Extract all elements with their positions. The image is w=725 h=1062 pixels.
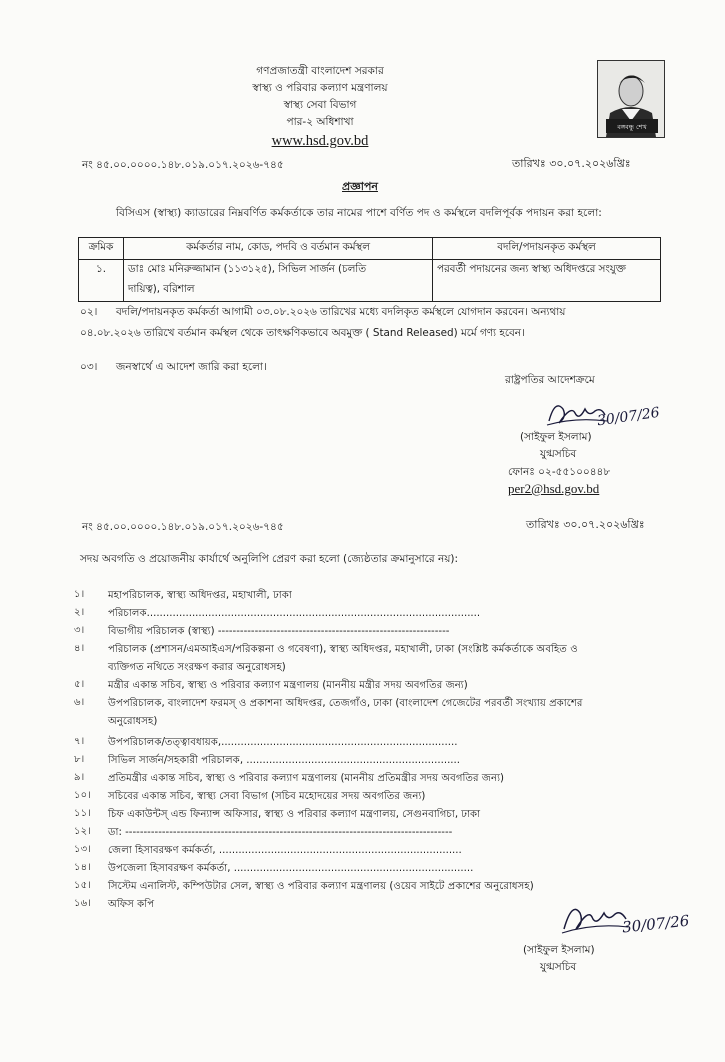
- list-item-number: ৪।: [74, 643, 85, 654]
- list-item-number: ৮।: [74, 754, 85, 765]
- memo-title: প্রজ্ঞাপন: [342, 180, 378, 193]
- para-2-line-2: ০৪.০৮.২০২৬ তারিখে বর্তমান কর্মস্থল থেকে তাৎক্ষণিকভাবে অবমুক্ত ( Stand Released) মর্মে গণ্য হবেন।: [80, 327, 525, 339]
- para-3-number: ০৩।: [80, 361, 98, 373]
- signature-1-date: 30/07/26: [596, 404, 661, 430]
- list-item-text: মহাপরিচালক, স্বাস্থ্য অধিদপ্তর, মহাখালী, ঢাকা: [108, 590, 292, 601]
- serial-text: ১.: [96, 263, 106, 275]
- list-item-number: ১২।: [74, 826, 91, 837]
- list-item-text: মন্ত্রীর একান্ত সচিব, স্বাস্থ্য ও পরিবার কল্যাণ মন্ত্রণালয় (মাননীয় মন্ত্রীর সদয় অবগতির জন্য): [108, 680, 468, 691]
- copy-intro: সদয় অবগতি ও প্রয়োজনীয় কার্যার্থে অনুলিপি প্রেরণ করা হলো (জ্যেষ্ঠতার ক্রমানুসারে নয়):: [80, 553, 459, 565]
- allocation-table: [78, 237, 661, 302]
- list-item-text: সিভিল সার্জন/সহকারী পরিচালক, ..................................................................: [108, 755, 461, 766]
- list-item-text: ডা: -----------------------------------------------------------------------------------------: [108, 827, 453, 838]
- officer-line-1: ডাঃ মোঃ মনিরুজ্জামান (১১৩১২৫), সিভিল সার্জন (চলতি: [128, 263, 366, 275]
- list-item-number: ১।: [74, 589, 85, 600]
- list-item-number: ৯।: [74, 772, 85, 783]
- list-item-text: ব্যক্তিগত নথিতে সংরক্ষণ করার অনুরোধসহ): [108, 662, 286, 673]
- memo-number: নং ৪৫.০০.০০০০.১৪৮.০১৯.০১৭.২০২৬-৭৪৫: [82, 159, 284, 171]
- table-header-row: [79, 238, 661, 260]
- list-item-number: ২।: [74, 607, 85, 618]
- header-section: পার-২ অধিশাখা: [286, 116, 354, 128]
- list-item-number: ৭।: [74, 736, 85, 747]
- signatory-1-phone: ফোনঃ ০২-৫৫১০০৪৪৮: [508, 466, 611, 478]
- portrait-caption: বঙ্গবন্ধু শেখ: [617, 123, 647, 131]
- list-item-text: উপপরিচালক/তত্ত্বাবধায়ক,.........................................................................: [108, 737, 458, 748]
- officer-line-2: দায়িত্ব), বরিশাল: [128, 283, 195, 295]
- list-item-text: প্রতিমন্ত্রীর একান্ত সচিব, স্বাস্থ্য ও পরিবার কল্যাণ মন্ত্রণালয় (মাননীয় প্রতিমন্ত্রীর সদয় অবগতির জন্য): [108, 773, 505, 784]
- col-posting-header: বদলি/পদায়নকৃত কর্মস্থল: [433, 238, 661, 260]
- list-item-number: ১১।: [74, 808, 91, 819]
- list-item-text: অফিস কপি: [108, 899, 155, 910]
- copy-memo-date: তারিখঃ ৩০.০৭.২০২৬খ্রিঃ: [526, 518, 645, 531]
- signatory-2-designation: যুগ্মসচিব: [540, 961, 577, 973]
- list-item-number: ১০।: [74, 790, 91, 801]
- signature-order-line: রাষ্ট্রপতির আদেশক্রমে: [505, 374, 595, 386]
- list-item-number: ৩।: [74, 625, 85, 636]
- para-2-line-1: বদলি/পদায়নকৃত কর্মকর্তা আগামী ০৩.০৮.২০২৬ তারিখের মধ্যে বদলিকৃত কর্মস্থলে যোগদান করবেন। অন্যথায়: [116, 306, 566, 318]
- list-item-text: উপপরিচালক, বাংলাদেশ ফরমস্ ও প্রকাশনা অধিদপ্তর, তেজগাঁও, ঢাকা (বাংলাদেশ গেজেটের পরবর্তী সংখ্যায় প্রকাশের: [108, 698, 583, 709]
- cell-serial: [79, 260, 124, 302]
- header-website-link[interactable]: www.hsd.gov.bd: [271, 133, 369, 149]
- cell-officer: [124, 260, 433, 302]
- list-item-text: চিফ একাউন্টস্ এন্ড ফিন্যান্স অফিসার, স্বাস্থ্য ও পরিবার কল্যাণ মন্ত্রণালয়, সেগুনবাগিচা, ঢাকা: [108, 809, 481, 820]
- copy-memo-number: নং ৪৫.০০.০০০০.১৪৮.০১৯.০১৭.২০২৬-৭৪৫: [82, 521, 284, 533]
- signatory-1-designation: যুগ্মসচিব: [540, 448, 577, 460]
- signatory-1-email-link[interactable]: per2@hsd.gov.bd: [508, 481, 600, 496]
- list-item-number: ১৫।: [74, 880, 91, 891]
- portrait-image: [597, 60, 665, 138]
- header-govt: গণপ্রজাতন্ত্রী বাংলাদেশ সরকার: [256, 65, 384, 77]
- list-item-text: সচিবের একান্ত সচিব, স্বাস্থ্য সেবা বিভাগ (সচিব মহোদয়ের সদয় অবগতির জন্য): [108, 791, 426, 802]
- list-item-text: অনুরোধসহ): [108, 716, 158, 727]
- list-item-text: পরিচালক (প্রশাসন/এমআইএস/পরিকল্পনা ও গবেষণা), স্বাস্থ্য অধিদপ্তর, মহাখালী, ঢাকা (সংশ্লিষ্ট কর্মকর্তাকে অবহিত ও: [108, 644, 578, 655]
- handwritten-signature-1: [545, 395, 665, 435]
- list-item-number: ৫।: [74, 679, 85, 690]
- memo-intro: বিসিএস (স্বাস্থ্য) ক্যাডারের নিম্নবর্ণিত কর্মকর্তাকে তার নামের পাশে বর্ণিত পদ ও কর্মস্থলে বদলিপূর্বক পদায়ন করা হলো:: [116, 207, 602, 219]
- para-2-number: ০২।: [80, 306, 98, 318]
- list-item-number: ১৬।: [74, 898, 91, 909]
- list-item-text: পরিচালক.......................................................................................................: [108, 608, 481, 619]
- list-item-text: সিস্টেম এনালিস্ট, কম্পিউটার সেল, স্বাস্থ্য ও পরিবার কল্যাণ মন্ত্রণালয় (ওয়েব সাইটে প্রকাশের অনুরোধসহ): [108, 881, 534, 892]
- list-item-number: ১৪।: [74, 862, 91, 873]
- signatory-1-name: (সাইফুল ইসলাম): [520, 431, 592, 443]
- list-item-text: বিভাগীয় পরিচালক (স্বাস্থ্য) ---------------------------------------------------------------: [108, 626, 450, 637]
- list-item-text: জেলা হিসাবরক্ষণ কর্মকর্তা, ...........................................................................: [108, 845, 462, 856]
- handwritten-signature-2: [560, 895, 700, 945]
- header-division: স্বাস্থ্য সেবা বিভাগ: [283, 99, 357, 111]
- list-item-number: ৬।: [74, 697, 85, 708]
- header-ministry: স্বাস্থ্য ও পরিবার কল্যাণ মন্ত্রণালয়: [252, 82, 388, 94]
- col-serial-header: ক্রমিক: [79, 238, 124, 260]
- signatory-2-name: (সাইফুল ইসলাম): [523, 944, 595, 956]
- table-row: [79, 260, 661, 302]
- memo-date: তারিখঃ ৩০.০৭.২০২৬খ্রিঃ: [512, 157, 631, 170]
- para-3-text: জনস্বার্থে এ আদেশ জারি করা হলো।: [116, 361, 267, 373]
- list-item-number: ১৩।: [74, 844, 91, 855]
- signature-2-date: 30/07/26: [621, 911, 691, 937]
- list-item-text: উপজেলা হিসাবরক্ষণ কর্মকর্তা, ..........................................................................: [108, 863, 474, 874]
- cell-posting: পরবর্তী পদায়নের জন্য স্বাস্থ্য অধিদপ্তরে সংযুক্ত: [433, 260, 661, 302]
- col-officer-header: কর্মকর্তার নাম, কোড, পদবি ও বর্তমান কর্মস্থল: [124, 238, 433, 260]
